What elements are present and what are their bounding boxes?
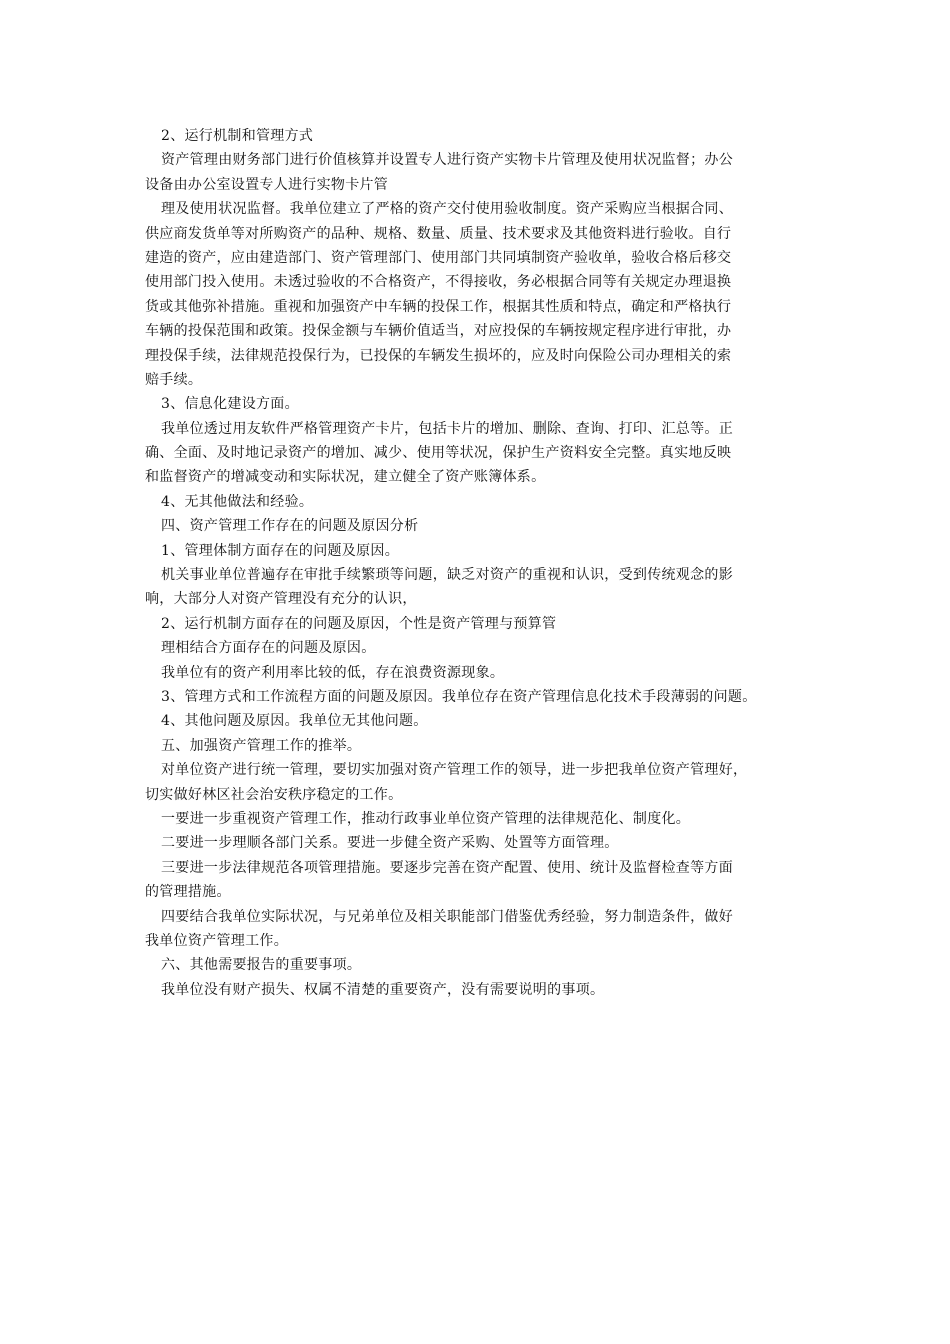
text-line: 建造的资产，应由建造部门、资产管理部门、使用部门共同填制资产验收单，验收合格后移交 (145, 249, 732, 266)
text-line: 资产管理由财务部门进行价值核算并设置专人进行资产实物卡片管理及使用状况监督；办公 (161, 152, 733, 169)
text-line: 4、其他问题及原因。我单位无其他问题。 (161, 713, 428, 730)
text-line: 四、资产管理工作存在的问题及原因分析 (161, 518, 419, 535)
text-line: 机关事业单位普遍存在审批手续繁琐等问题，缺乏对资产的重视和认识，受到传统观念的影 (161, 567, 733, 584)
text-line: 4、无其他做法和经验。 (161, 493, 314, 510)
text-line: 我单位透过用友软件严格管理资产卡片，包括卡片的增加、删除、查询、打印、汇总等。正 (161, 420, 733, 437)
document-body (145, 124, 825, 1002)
text-line: 1、管理体制方面存在的问题及原因。 (161, 542, 400, 559)
text-line: 我单位没有财产损失、权属不清楚的重要资产，没有需要说明的事项。 (161, 981, 605, 998)
text-line: 理相结合方面存在的问题及原因。 (161, 640, 376, 657)
text-line: 一要进一步重视资产管理工作，推动行政事业单位资产管理的法律规范化、制度化。 (161, 810, 691, 827)
text-line: 确、全面、及时地记录资产的增加、减少、使用等状况，保护生产资料安全完整。真实地反映 (145, 445, 732, 462)
text-line: 二要进一步理顺各部门关系。要进一步健全资产采购、处置等方面管理。 (161, 835, 619, 852)
text-line: 理投保手续，法律规范投保行为，已投保的车辆发生损坏的，应及时向保险公司办理相关的索 (145, 347, 732, 364)
text-line: 我单位资产管理工作。 (145, 932, 288, 949)
text-line: 3、管理方式和工作流程方面的问题及原因。我单位存在资产管理信息化技术手段薄弱的问题。 (161, 688, 757, 705)
text-line: 赔手续。 (145, 371, 203, 388)
text-line: 切实做好林区社会治安秩序稳定的工作。 (145, 786, 403, 803)
text-line: 响，大部分人对资产管理没有充分的认识， (145, 591, 417, 608)
text-line: 我单位有的资产利用率比较的低，存在浪费资源现象。 (161, 664, 505, 681)
text-line: 车辆的投保范围和政策。投保金额与车辆价值适当，对应投保的车辆按规定程序进行审批，办 (145, 323, 732, 340)
text-line: 对单位资产进行统一管理，要切实加强对资产管理工作的领导，进一步把我单位资产管理好， (161, 762, 748, 779)
text-line: 货或其他弥补措施。重视和加强资产中车辆的投保工作，根据其性质和特点，确定和严格执行 (145, 298, 732, 315)
text-line: 2、运行机制方面存在的问题及原因，个性是资产管理与预算管 (161, 615, 557, 632)
text-line: 三要进一步法律规范各项管理措施。要逐步完善在资产配置、使用、统计及监督检查等方面 (161, 859, 733, 876)
text-line: 供应商发货单等对所购资产的品种、规格、数量、质量、技术要求及其他资料进行验收。自行 (145, 225, 732, 242)
text-line: 六、其他需要报告的重要事项。 (161, 957, 362, 974)
text-line: 设备由办公室设置专人进行实物卡片管 (145, 176, 389, 193)
text-line: 和监督资产的增减变动和实际状况，建立健全了资产账簿体系。 (145, 469, 546, 486)
text-line: 2、运行机制和管理方式 (161, 128, 314, 144)
text-line: 使用部门投入使用。未透过验收的不合格资产，不得接收，务必根据合同等有关规定办理退换 (145, 274, 732, 291)
text-line: 3、信息化建设方面。 (161, 396, 299, 413)
text-line: 四要结合我单位实际状况，与兄弟单位及相关职能部门借鉴优秀经验，努力制造条件，做好 (161, 908, 733, 925)
text-line: 的管理措施。 (145, 884, 231, 901)
text-line: 理及使用状况监督。我单位建立了严格的资产交付使用验收制度。资产采购应当根据合同、 (161, 201, 733, 218)
text-line: 五、加强资产管理工作的推举。 (161, 737, 362, 754)
